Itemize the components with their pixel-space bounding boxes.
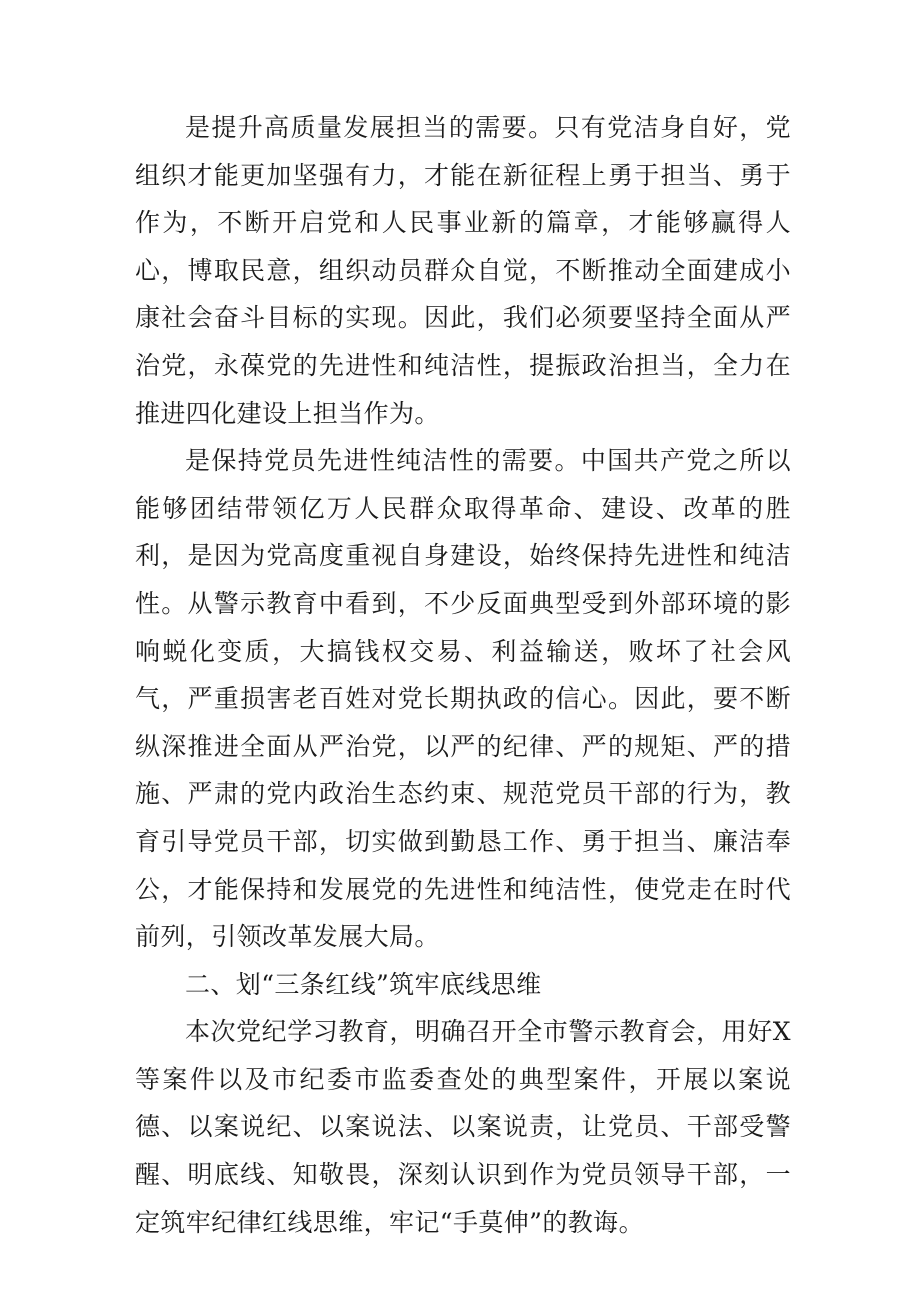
paragraph-advancement-purity: 是保持党员先进性纯洁性的需要。中国共产党之所以能够团结带领亿万人民群众取得革命、建设、改革的胜利，是因为党高度重视自身建设，始终保持先进性和纯洁性。从警示教育中看到，不少反面典型受到外部环境的影响蜕化变质，大搞钱权交易、利益输送，败坏了社会风气，严重损害老百姓对党长期执政的信心。因此，要不断纵深推进全面从严治党，以严的纪律、严的规矩、严的措施、严肃的党内政治生态约束、规范党员干部的行为，教育引导党员干部，切实做到勤恳工作、勇于担当、廉洁奉公，才能保持和发展党的先进性和纯洁性，使党走在时代前列，引领改革发展大局。 xyxy=(135,446,791,952)
section-heading: 二、划“三条红线”筑牢底线思维 xyxy=(185,969,542,999)
document-body xyxy=(135,104,791,1246)
paragraph-quality-development: 是提升高质量发展担当的需要。只有党洁身自好，党组织才能更加坚强有力，才能在新征程上勇于担当、勇于作为，不断开启党和人民事业新的篇章，才能够赢得人心，博取民意，组织动员群众自觉，不断推动全面建成小康社会奋斗目标的实现。因此，我们必须要坚持全面从严治党，永葆党的先进性和纯洁性，提振政治担当，全力在推进四化建设上担当作为。 xyxy=(135,113,791,428)
paragraph-discipline-education: 本次党纪学习教育，明确召开全市警示教育会，用好X等案件以及市纪委市监委查处的典型案件，开展以案说德、以案说纪、以案说法、以案说责，让党员、干部受警醒、明底线、知敬畏，深刻认识到作为党员领导干部，一定筑牢纪律红线思维，牢记“手莫伸”的教诲。 xyxy=(135,1017,791,1237)
